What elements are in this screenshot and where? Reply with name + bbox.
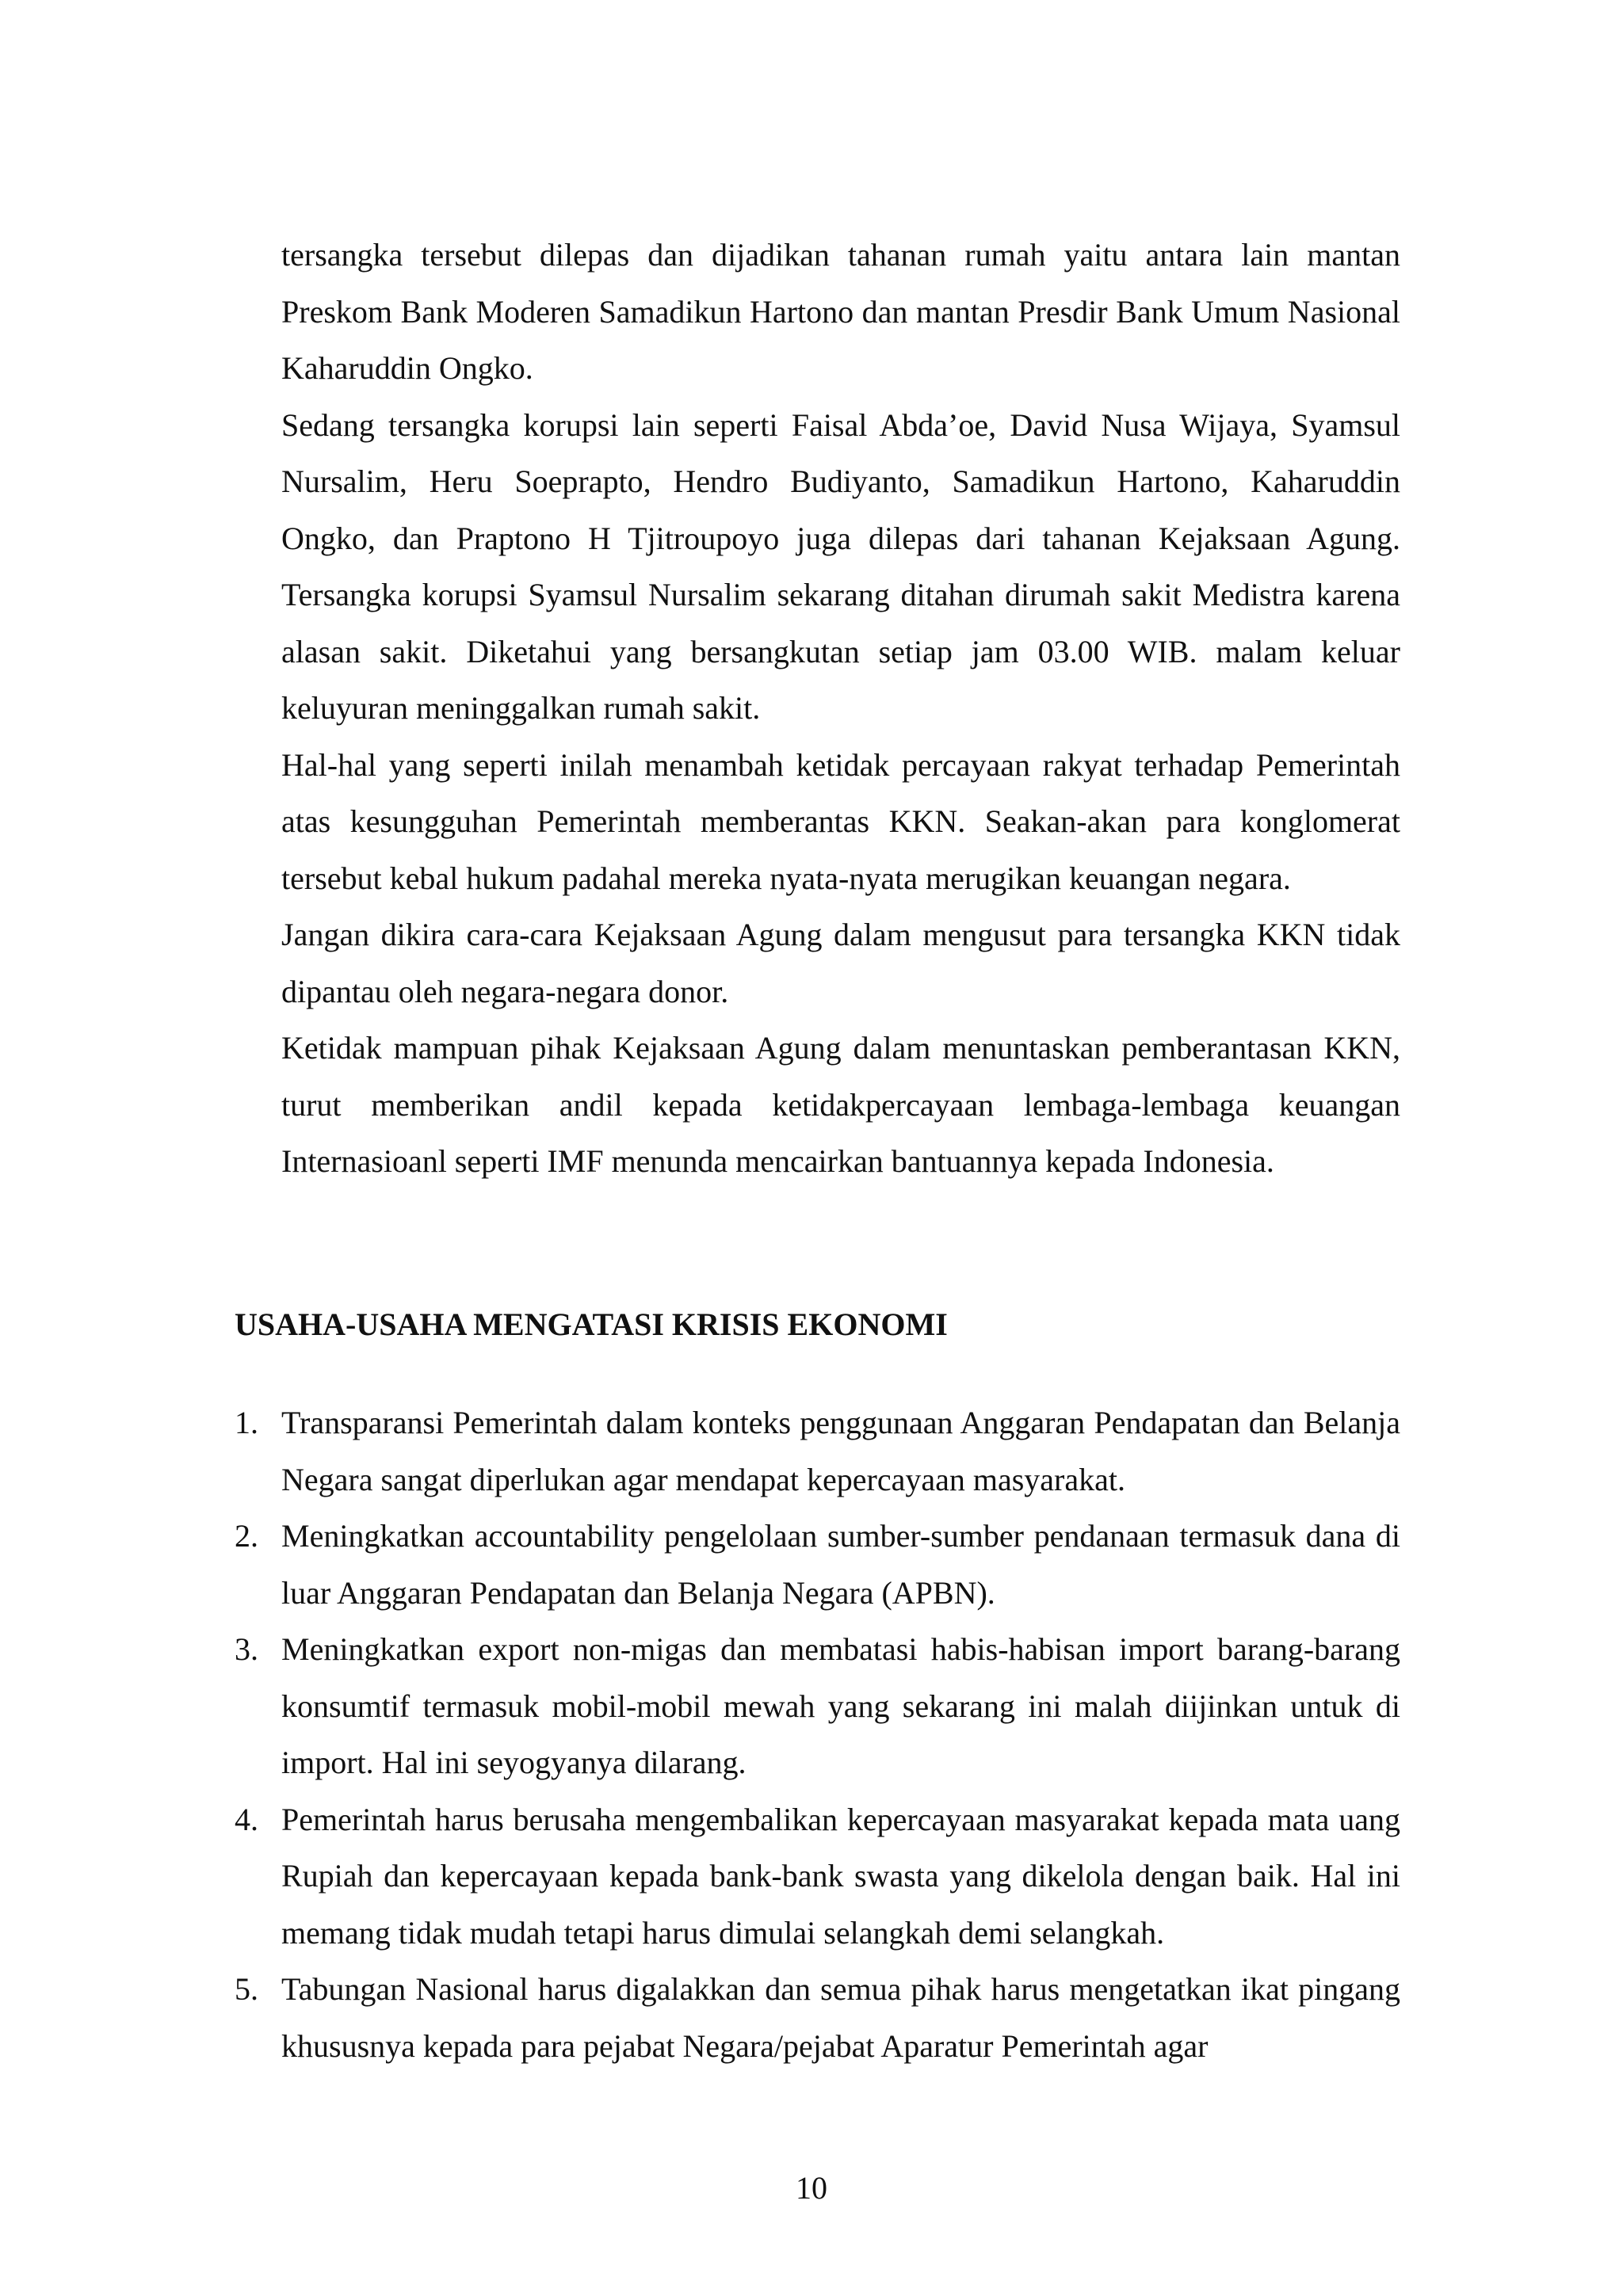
paragraph: Ketidak mampuan pihak Kejaksaan Agung dalam menuntaskan pemberantasan KKN, turut memberikan andil kepada ketidakpercayaan lembaga-lembaga keuangan Internasioanl seperti IMF menunda mencairkan bantuannya kepada Indonesia. bbox=[281, 1030, 1400, 1179]
list-item bbox=[235, 1508, 1400, 1621]
list-item-text: Tabungan Nasional harus digalakkan dan semua pihak harus mengetatkan ikat pingang khususnya kepada para pejabat Negara/pejabat Aparatur Pemerintah agar bbox=[281, 1971, 1400, 2064]
paragraph: Sedang tersangka korupsi lain seperti Faisal Abda’oe, David Nusa Wijaya, Syamsul Nursalim, Heru Soeprapto, Hendro Budiyanto, Samadikun Hartono, Kaharuddin Ongko, dan Praptono H Tjitroupoyo juga dilepas dari tahanan Kejaksaan Agung. Tersangka korupsi Syamsul Nursalim sekarang ditahan dirumah sakit Medistra karena alasan sakit. Diketahui yang bersangkutan setiap jam 03.00 WIB. malam keluar keluyuran meninggalkan rumah sakit. bbox=[281, 406, 1400, 726]
list-item-number: 4. bbox=[235, 1801, 258, 1837]
list-item-text: Meningkatkan accountability pengelolaan sumber-sumber pendanaan termasuk dana di luar Anggaran Pendapatan dan Belanja Negara (APBN). bbox=[281, 1518, 1400, 1611]
list-item-number: 1. bbox=[235, 1405, 258, 1440]
list-item-text: Transparansi Pemerintah dalam konteks penggunaan Anggaran Pendapatan dan Belanja Negara sangat diperlukan agar mendapat kepercayaan masyarakat. bbox=[281, 1405, 1400, 1497]
numbered-list bbox=[235, 1394, 1400, 2074]
body-text bbox=[281, 227, 1400, 1190]
list-item bbox=[235, 1394, 1400, 1508]
list-item bbox=[235, 1621, 1400, 1791]
paragraph: Jangan dikira cara-cara Kejaksaan Agung dalam mengusut para tersangka KKN tidak dipantau oleh negara-negara donor. bbox=[281, 917, 1400, 1009]
list-item bbox=[235, 1961, 1400, 2074]
list-item-number: 5. bbox=[235, 1971, 258, 2007]
list-item-number: 2. bbox=[235, 1518, 258, 1554]
list-item bbox=[235, 1791, 1400, 1962]
list-item-number: 3. bbox=[235, 1631, 258, 1667]
list-item-text: Meningkatkan export non-migas dan membatasi habis-habisan import barang-barang konsumtif termasuk mobil-mobil mewah yang sekarang ini malah diijinkan untuk di import. Hal ini seyogyanya dilarang. bbox=[281, 1631, 1400, 1780]
section-heading: USAHA-USAHA MENGATASI KRISIS EKONOMI bbox=[235, 1306, 948, 1342]
paragraph: Hal-hal yang seperti inilah menambah ketidak percayaan rakyat terhadap Pemerintah atas kesungguhan Pemerintah memberantas KKN. Seakan-akan para konglomerat tersebut kebal hukum padahal mereka nyata-nyata merugikan keuangan negara. bbox=[281, 746, 1400, 896]
paragraph: tersangka tersebut dilepas dan dijadikan tahanan rumah yaitu antara lain mantan Preskom Bank Moderen Samadikun Hartono dan mantan Presdir Bank Umum Nasional Kaharuddin Ongko. bbox=[281, 237, 1400, 386]
page-number: 10 bbox=[796, 2170, 827, 2206]
list-item-text: Pemerintah harus berusaha mengembalikan kepercayaan masyarakat kepada mata uang Rupiah dan kepercayaan kepada bank-bank swasta yang dikelola dengan baik. Hal ini memang tidak mudah tetapi harus dimulai selangkah demi selangkah. bbox=[281, 1801, 1400, 1951]
